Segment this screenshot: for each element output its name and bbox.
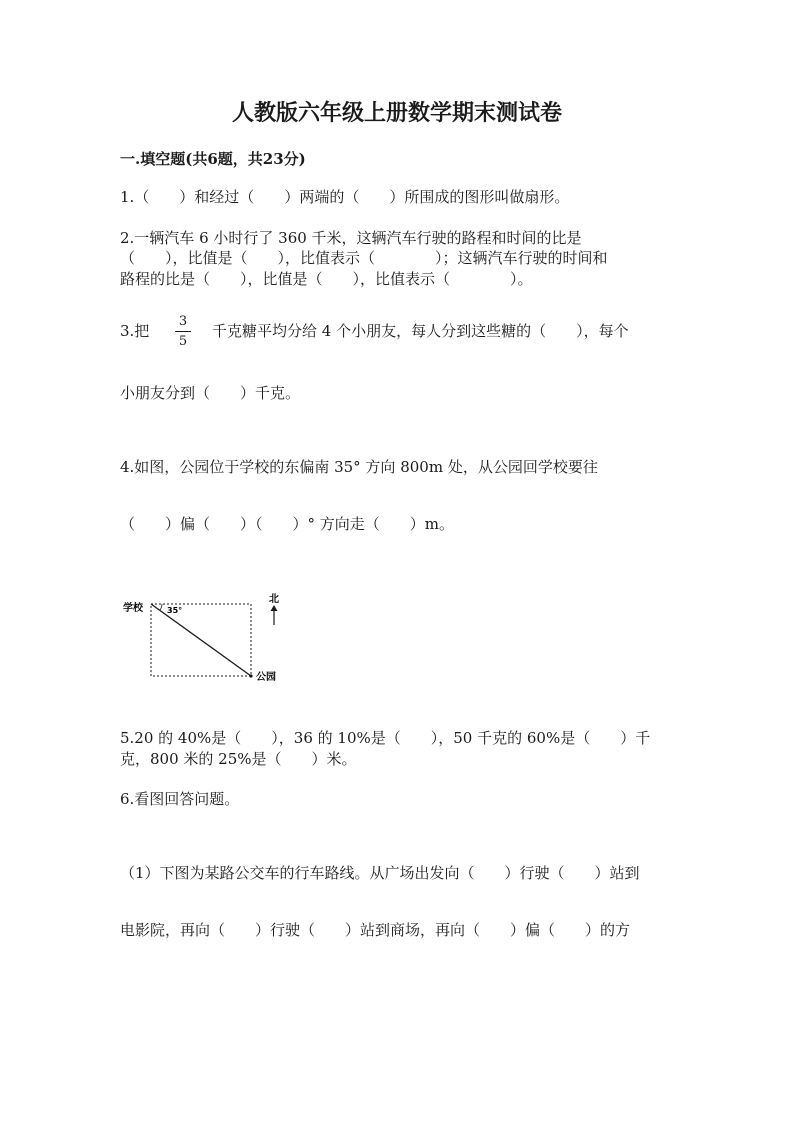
question-5-line-2: 克，800 米的 25%是（ ）米。 bbox=[120, 750, 357, 768]
question-3-prefix: 3.把 bbox=[120, 322, 150, 340]
direction-diagram bbox=[120, 590, 295, 690]
park-label: 公园 bbox=[256, 672, 276, 683]
question-1: 1.（ ）和经过（ ）两端的（ ）所围成的图形叫做扇形。 bbox=[120, 188, 570, 206]
question-3-text: 千克糖平均分给 4 个小朋友，每人分到这些糖的（ ），每个 bbox=[212, 322, 629, 340]
question-2-line-2: （ ），比值是（ ），比值表示（ ）；这辆汽车行驶的时间和 bbox=[120, 249, 608, 267]
fraction bbox=[175, 315, 191, 348]
question-5-line-1: 5.20 的 40%是（ ），36 的 10%是（ ），50 千克的 60%是（ ）千 bbox=[120, 729, 651, 747]
school-label: 学校 bbox=[123, 603, 143, 614]
fraction-numerator: 3 bbox=[178, 314, 188, 329]
north-arrow-icon bbox=[271, 605, 278, 625]
question-3-line-2: 小朋友分到（ ）千克。 bbox=[120, 384, 301, 402]
fraction-denominator: 5 bbox=[178, 334, 188, 349]
angle-label: 35° bbox=[167, 606, 183, 615]
question-2-line-3: 路程的比是（ ），比值是（ ），比值表示（ ）。 bbox=[120, 270, 533, 288]
question-4-line-2: （ ）偏（ ）（ ）° 方向走（ ）m。 bbox=[120, 515, 454, 533]
question-6-part-1-line-2: 电影院，再向（ ）行驶（ ）站到商场，再向（ ）偏（ ）的方 bbox=[120, 921, 631, 939]
north-label: 北 bbox=[269, 594, 279, 605]
section-heading: 一.填空题(共6题，共23分) bbox=[120, 150, 306, 168]
question-4-line-1: 4.如图，公园位于学校的东偏南 35° 方向 800m 处，从公园回学校要往 bbox=[120, 458, 598, 476]
question-6-title: 6.看图回答问题。 bbox=[120, 790, 240, 808]
question-2-line-1: 2.一辆汽车 6 小时行了 360 千米，这辆汽车行驶的路程和时间的比是 bbox=[120, 229, 582, 247]
page-title: 人教版六年级上册数学期末测试卷 bbox=[231, 100, 562, 126]
question-6-part-1-line-1: （1）下图为某路公交车的行车路线。从广场出发向（ ）行驶（ ）站到 bbox=[120, 864, 640, 882]
